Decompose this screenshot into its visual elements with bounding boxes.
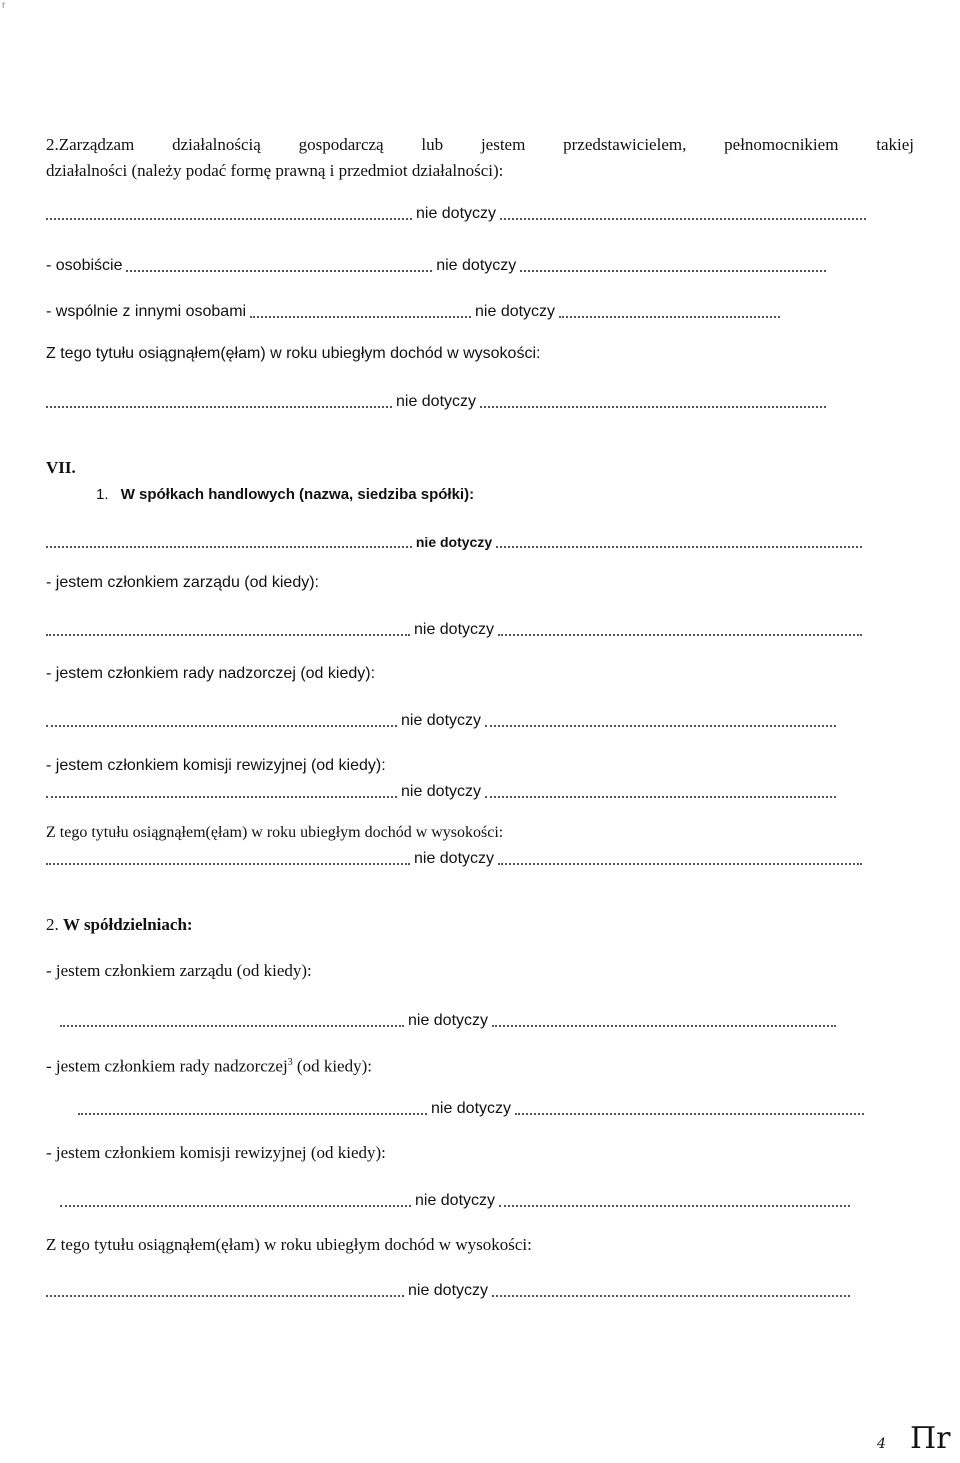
leader-dots xyxy=(498,863,862,865)
footnote-marker: 3 xyxy=(287,1057,293,1068)
s2-osobiscie-label: - osobiście xyxy=(46,257,123,274)
s2-wspolnie-label: - wspólnie z innymi osobami xyxy=(46,303,247,320)
s7-p1-num: 1. xyxy=(96,486,109,503)
s7-p2-komisja-label: - jestem członkiem komisji rewizyjnej (od kiedy): xyxy=(46,1143,386,1162)
s7-p2-dochod-line xyxy=(46,1279,850,1301)
margin-mark: r xyxy=(2,0,6,11)
leader-dots xyxy=(78,1113,427,1115)
leader-dots xyxy=(46,406,392,408)
s7-zarzad-line xyxy=(46,618,862,640)
s7-p2-num: 2. xyxy=(46,915,59,934)
s7-p2-komisja-answer: nie dotyczy xyxy=(414,1192,496,1209)
leader-dots xyxy=(492,1295,850,1297)
s7-p2-zarzad-answer: nie dotyczy xyxy=(407,1012,489,1029)
s7-p2-rada-suffix: (od kiedy): xyxy=(292,1056,372,1076)
leader-dots xyxy=(46,863,410,865)
s7-p2-dochod-answer: nie dotyczy xyxy=(407,1282,489,1299)
s7-p1-title: W spółkach handlowych (nazwa, siedziba spółki): xyxy=(120,486,475,503)
leader-dots xyxy=(496,546,862,548)
s2-wspolnie-line xyxy=(46,300,780,322)
leader-dots xyxy=(492,1025,836,1027)
leader-dots xyxy=(46,725,397,727)
s7-komisja-line xyxy=(46,780,836,802)
handwritten-initials: Пr xyxy=(910,1421,951,1456)
s7-dochod-answer: nie dotyczy xyxy=(413,850,495,867)
s7-rada-label: - jestem członkiem rady nadzorczej (od kiedy): xyxy=(46,665,376,682)
leader-dots xyxy=(250,316,471,318)
s7-dochod-label: Z tego tytułu osiągnąłem(ęłam) w roku ubiegłym dochód w wysokości: xyxy=(46,824,504,841)
leader-dots xyxy=(60,1205,411,1207)
leader-dots xyxy=(500,218,866,220)
s7-komisja-label: - jestem członkiem komisji rewizyjnej (od kiedy): xyxy=(46,757,386,774)
s7-p2-komisja-line xyxy=(60,1189,850,1211)
s7-zarzad-label: - jestem członkiem zarządu (od kiedy): xyxy=(46,574,319,591)
s7-dochod-line xyxy=(46,847,862,869)
s7-p2-rada-answer: nie dotyczy xyxy=(430,1100,512,1117)
s2-intro-line1: 2.Zarządzam działalnością gospodarczą lub jestem przedstawicielem, pełnomocnikiem takiej xyxy=(46,135,914,154)
page-number-mark: 4 xyxy=(877,1436,886,1452)
s7-rada-line xyxy=(46,709,836,731)
leader-dots xyxy=(60,1025,404,1027)
s7-komisja-answer: nie dotyczy xyxy=(400,783,482,800)
leader-dots xyxy=(126,270,432,272)
s2-dochod-line xyxy=(46,390,826,412)
leader-dots xyxy=(46,218,412,220)
leader-dots xyxy=(515,1113,864,1115)
s7-p1-title-line xyxy=(96,485,474,505)
s7-rada-answer: nie dotyczy xyxy=(400,712,482,729)
s2-dochod-label: Z tego tytułu osiągnąłem(ęłam) w roku ubiegłym dochód w wysokości: xyxy=(46,345,541,362)
leader-dots xyxy=(46,546,412,548)
s2-intro-line2: działalności (należy podać formę prawną i przedmiot działalności): xyxy=(46,161,504,180)
s2-osobiscie-answer: nie dotyczy xyxy=(436,257,517,274)
leader-dots xyxy=(46,1295,404,1297)
leader-dots xyxy=(485,796,836,798)
s2-answer: nie dotyczy xyxy=(415,205,497,222)
s7-p2-zarzad-label: - jestem członkiem zarządu (od kiedy): xyxy=(46,961,312,980)
s7-p2-rada-line xyxy=(78,1097,864,1119)
s7-p2-rada-label-line xyxy=(46,1053,372,1077)
leader-dots xyxy=(499,1205,850,1207)
s7-p2-title-line xyxy=(46,915,193,935)
leader-dots xyxy=(46,634,410,636)
s2-osobiscie-line xyxy=(46,254,826,276)
leader-dots xyxy=(520,270,826,272)
s7-p2-zarzad-line xyxy=(60,1009,836,1031)
leader-dots xyxy=(46,796,397,798)
s2-dochod-answer: nie dotyczy xyxy=(395,393,477,410)
s7-p2-rada-label: - jestem członkiem rady nadzorczej xyxy=(46,1056,288,1076)
leader-dots xyxy=(480,406,826,408)
leader-dots xyxy=(485,725,836,727)
leader-dots xyxy=(559,316,780,318)
s2-wspolnie-answer: nie dotyczy xyxy=(475,303,556,320)
s7-p1-answer: nie dotyczy xyxy=(415,534,493,550)
s7-zarzad-answer: nie dotyczy xyxy=(413,621,495,638)
section-vii-heading: VII. xyxy=(46,458,76,477)
s7-p2-title: W spółdzielniach: xyxy=(63,915,193,934)
s2-answer-line xyxy=(46,202,866,224)
leader-dots xyxy=(498,634,862,636)
s7-p2-dochod-label: Z tego tytułu osiągnąłem(ęłam) w roku ubiegłym dochód w wysokości: xyxy=(46,1235,532,1254)
s7-p1-answer-line xyxy=(46,530,862,552)
